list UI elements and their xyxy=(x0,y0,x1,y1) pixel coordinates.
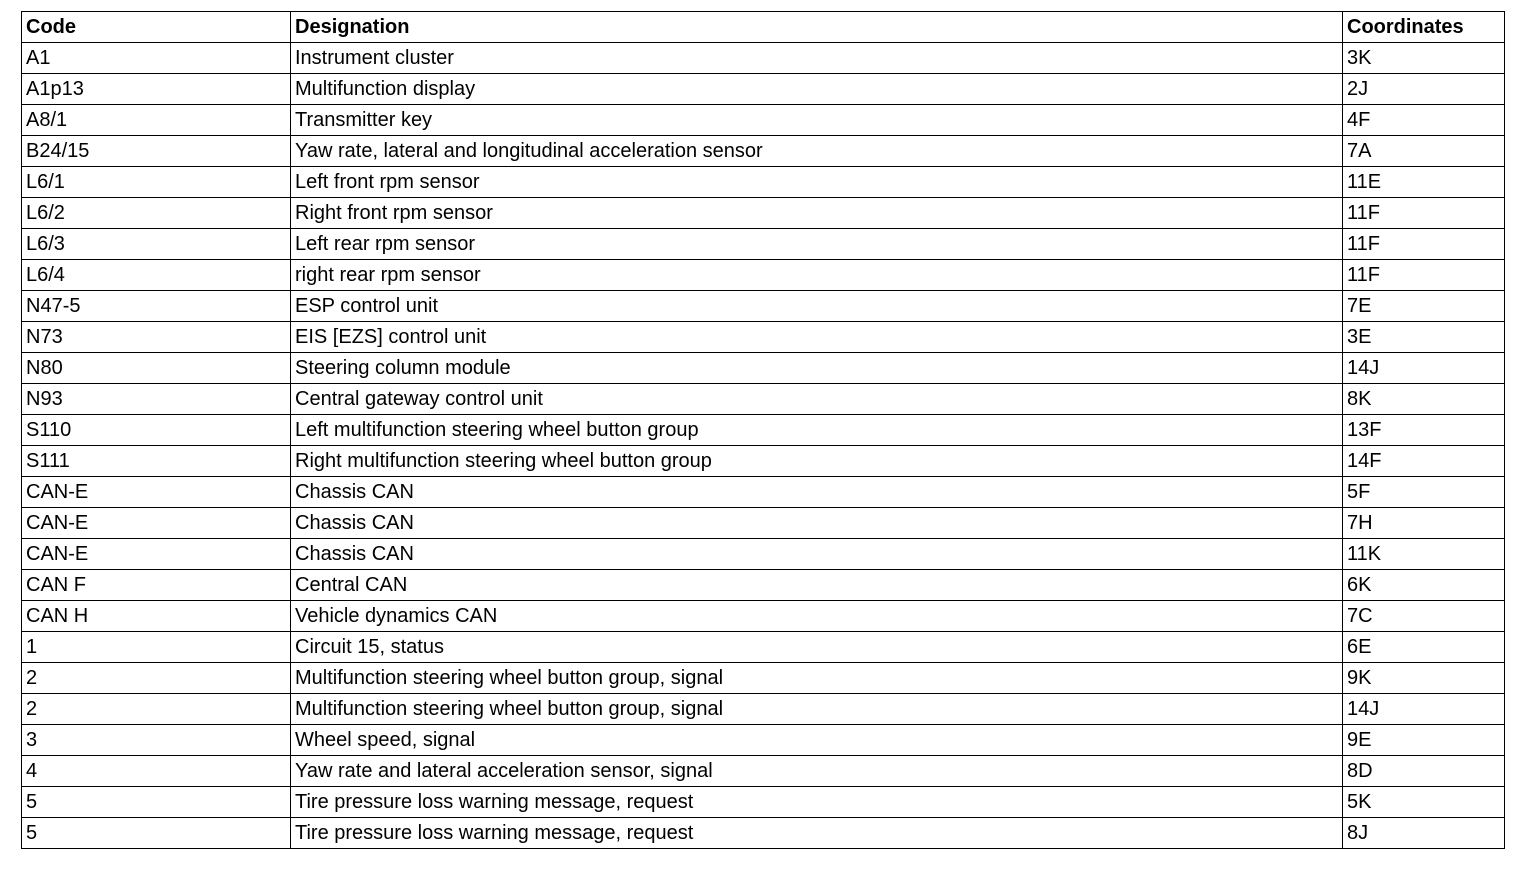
cell-coordinates: 7E xyxy=(1343,291,1505,322)
cell-coordinates: 7C xyxy=(1343,601,1505,632)
cell-code: 2 xyxy=(22,694,291,725)
table-row xyxy=(22,477,1505,508)
cell-designation: Wheel speed, signal xyxy=(291,725,1343,756)
cell-designation: Chassis CAN xyxy=(291,539,1343,570)
cell-coordinates: 7H xyxy=(1343,508,1505,539)
cell-coordinates: 5F xyxy=(1343,477,1505,508)
cell-designation: Multifunction display xyxy=(291,74,1343,105)
cell-designation: Steering column module xyxy=(291,353,1343,384)
cell-code: N80 xyxy=(22,353,291,384)
table-row xyxy=(22,384,1505,415)
cell-coordinates: 11K xyxy=(1343,539,1505,570)
cell-coordinates: 11E xyxy=(1343,167,1505,198)
cell-designation: Right front rpm sensor xyxy=(291,198,1343,229)
cell-code: L6/4 xyxy=(22,260,291,291)
cell-code: A1 xyxy=(22,43,291,74)
cell-code: N93 xyxy=(22,384,291,415)
cell-code: 1 xyxy=(22,632,291,663)
cell-designation: Vehicle dynamics CAN xyxy=(291,601,1343,632)
cell-coordinates: 13F xyxy=(1343,415,1505,446)
cell-code: 3 xyxy=(22,725,291,756)
cell-coordinates: 2J xyxy=(1343,74,1505,105)
cell-coordinates: 5K xyxy=(1343,787,1505,818)
cell-designation: Central CAN xyxy=(291,570,1343,601)
cell-coordinates: 4F xyxy=(1343,105,1505,136)
table-row xyxy=(22,415,1505,446)
cell-designation: Yaw rate and lateral acceleration sensor, signal xyxy=(291,756,1343,787)
cell-coordinates: 6E xyxy=(1343,632,1505,663)
cell-code: S110 xyxy=(22,415,291,446)
cell-code: N73 xyxy=(22,322,291,353)
table-row xyxy=(22,570,1505,601)
cell-coordinates: 3E xyxy=(1343,322,1505,353)
cell-designation: Circuit 15, status xyxy=(291,632,1343,663)
cell-designation: EIS [EZS] control unit xyxy=(291,322,1343,353)
cell-code: CAN-E xyxy=(22,539,291,570)
cell-designation: Multifunction steering wheel button group, signal xyxy=(291,694,1343,725)
cell-coordinates: 8D xyxy=(1343,756,1505,787)
cell-code: 5 xyxy=(22,818,291,849)
table-row xyxy=(22,694,1505,725)
table-row xyxy=(22,539,1505,570)
cell-coordinates: 3K xyxy=(1343,43,1505,74)
table-row xyxy=(22,632,1505,663)
cell-code: B24/15 xyxy=(22,136,291,167)
cell-designation: Central gateway control unit xyxy=(291,384,1343,415)
cell-coordinates: 6K xyxy=(1343,570,1505,601)
cell-code: L6/2 xyxy=(22,198,291,229)
cell-coordinates: 11F xyxy=(1343,229,1505,260)
table-row xyxy=(22,74,1505,105)
table-row xyxy=(22,136,1505,167)
cell-coordinates: 9K xyxy=(1343,663,1505,694)
table-row xyxy=(22,43,1505,74)
cell-coordinates: 11F xyxy=(1343,198,1505,229)
cell-code: 5 xyxy=(22,787,291,818)
table-row xyxy=(22,601,1505,632)
cell-designation: Left front rpm sensor xyxy=(291,167,1343,198)
table-row xyxy=(22,508,1505,539)
cell-designation: Chassis CAN xyxy=(291,477,1343,508)
column-header-designation: Designation xyxy=(291,12,1343,43)
cell-code: A1p13 xyxy=(22,74,291,105)
table-row xyxy=(22,818,1505,849)
cell-coordinates: 14J xyxy=(1343,353,1505,384)
cell-code: CAN-E xyxy=(22,477,291,508)
cell-designation: Instrument cluster xyxy=(291,43,1343,74)
cell-designation: Yaw rate, lateral and longitudinal acceleration sensor xyxy=(291,136,1343,167)
cell-code: CAN H xyxy=(22,601,291,632)
table-header-row xyxy=(22,12,1505,43)
table-row xyxy=(22,291,1505,322)
column-header-code: Code xyxy=(22,12,291,43)
cell-designation: Right multifunction steering wheel button group xyxy=(291,446,1343,477)
cell-code: L6/3 xyxy=(22,229,291,260)
cell-code: L6/1 xyxy=(22,167,291,198)
table-row xyxy=(22,353,1505,384)
table-row xyxy=(22,787,1505,818)
table-row xyxy=(22,322,1505,353)
cell-coordinates: 14F xyxy=(1343,446,1505,477)
component-legend-table xyxy=(21,11,1505,849)
cell-code: CAN-E xyxy=(22,508,291,539)
cell-designation: Tire pressure loss warning message, request xyxy=(291,818,1343,849)
cell-code: A8/1 xyxy=(22,105,291,136)
cell-designation: Tire pressure loss warning message, request xyxy=(291,787,1343,818)
cell-designation: Chassis CAN xyxy=(291,508,1343,539)
table-row xyxy=(22,756,1505,787)
table-row xyxy=(22,229,1505,260)
table-row xyxy=(22,167,1505,198)
table-row xyxy=(22,663,1505,694)
cell-coordinates: 8J xyxy=(1343,818,1505,849)
cell-coordinates: 8K xyxy=(1343,384,1505,415)
cell-coordinates: 14J xyxy=(1343,694,1505,725)
cell-designation: Left multifunction steering wheel button group xyxy=(291,415,1343,446)
table-row xyxy=(22,198,1505,229)
cell-designation: right rear rpm sensor xyxy=(291,260,1343,291)
cell-designation: ESP control unit xyxy=(291,291,1343,322)
cell-coordinates: 11F xyxy=(1343,260,1505,291)
cell-code: 4 xyxy=(22,756,291,787)
cell-code: 2 xyxy=(22,663,291,694)
cell-coordinates: 9E xyxy=(1343,725,1505,756)
table-row xyxy=(22,260,1505,291)
cell-designation: Multifunction steering wheel button group, signal xyxy=(291,663,1343,694)
cell-code: CAN F xyxy=(22,570,291,601)
table-row xyxy=(22,725,1505,756)
cell-designation: Left rear rpm sensor xyxy=(291,229,1343,260)
column-header-coordinates: Coordinates xyxy=(1343,12,1505,43)
cell-designation: Transmitter key xyxy=(291,105,1343,136)
table-row xyxy=(22,105,1505,136)
table-body xyxy=(22,43,1505,849)
cell-code: S111 xyxy=(22,446,291,477)
cell-code: N47-5 xyxy=(22,291,291,322)
cell-coordinates: 7A xyxy=(1343,136,1505,167)
table-row xyxy=(22,446,1505,477)
